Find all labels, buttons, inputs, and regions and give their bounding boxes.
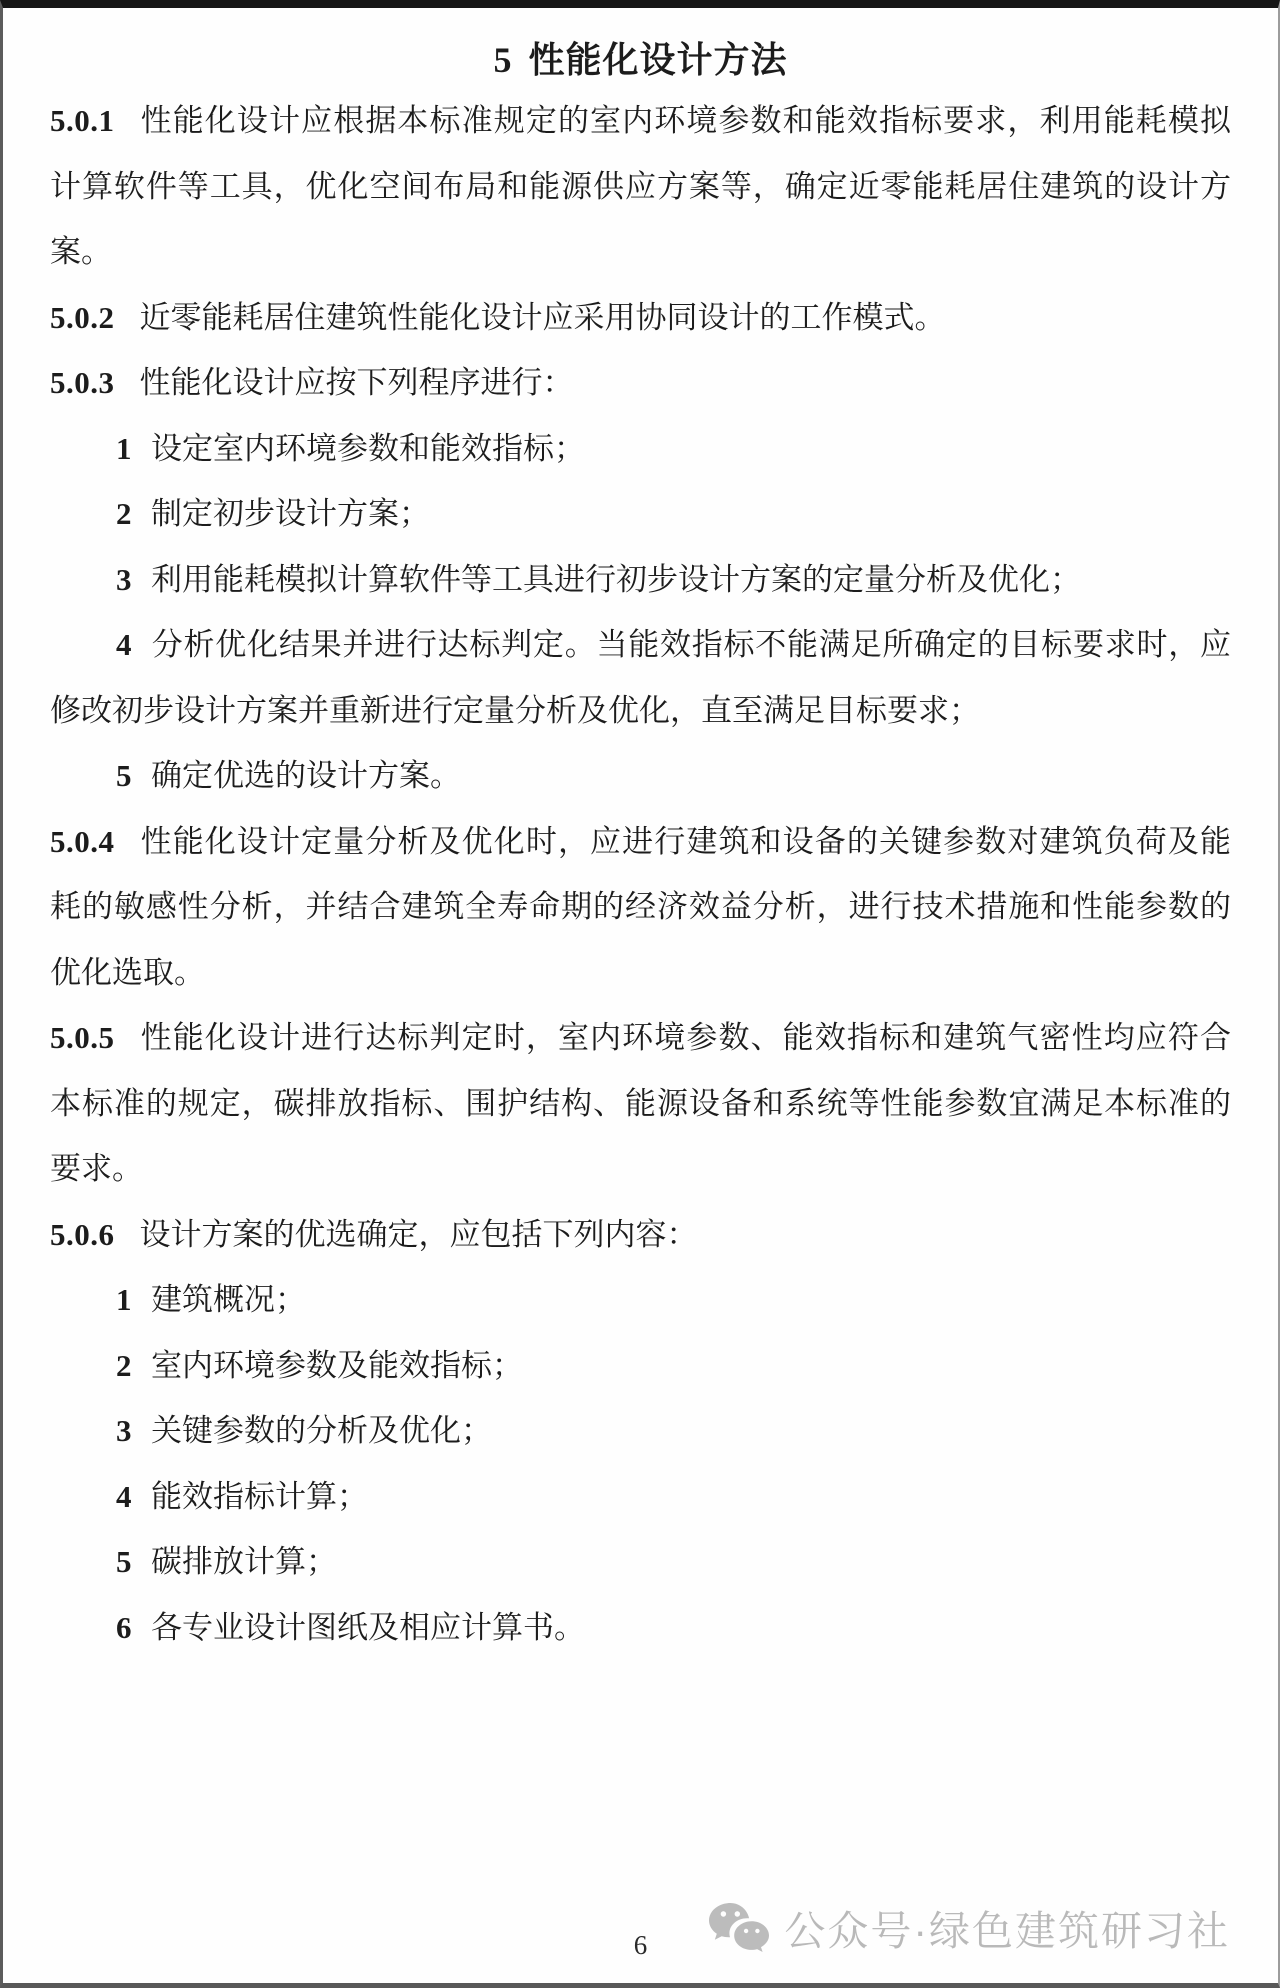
text-line	[50, 1071, 1231, 1137]
clause-text: 计算软件等工具，优化空间布局和能源供应方案等，确定近零能耗居住建筑的设计方	[50, 168, 1231, 204]
clause-text: 性能化设计定量分析及优化时，应进行建筑和设备的关键参数对建筑负荷及能	[139, 823, 1231, 859]
clause-number: 5.0.1	[50, 103, 115, 138]
item-text: 利用能耗模拟计算软件等工具进行初步设计方案的定量分析及优化；	[151, 561, 1081, 597]
watermark-text: 公众号·绿色建筑研习社	[784, 1908, 1230, 1954]
list-item	[50, 743, 1231, 809]
item-text: 建筑概况；	[151, 1282, 306, 1317]
item-text: 室内环境参数及能效指标；	[151, 1347, 523, 1383]
list-item	[50, 1267, 1231, 1333]
clause-text: 性能化设计应按下列程序进行：	[139, 365, 574, 400]
list-item	[50, 547, 1231, 613]
item-number: 4	[116, 1478, 132, 1514]
clause-text: 本标准的规定，碳排放指标、围护结构、能源设备和系统等性能参数宜满足本标准的	[50, 1085, 1231, 1121]
clause-line	[50, 350, 1231, 416]
clause-number: 5.0.5	[50, 1020, 115, 1055]
item-number: 2	[116, 496, 132, 531]
clause-number: 5.0.2	[50, 299, 115, 335]
section-title	[50, 34, 1231, 86]
clause-text: 案。	[50, 234, 112, 269]
clause-number: 5.0.6	[50, 1216, 115, 1252]
item-text: 能效指标计算；	[151, 1478, 368, 1514]
text-line	[50, 154, 1231, 220]
clause-line	[50, 285, 1231, 351]
text-line	[50, 1136, 1231, 1202]
clause-text: 近零能耗居住建筑性能化设计应采用协同设计的工作模式。	[139, 299, 946, 335]
text-line	[50, 940, 1231, 1006]
list-item	[50, 612, 1231, 678]
list-item	[50, 1595, 1231, 1661]
list-item	[50, 481, 1231, 547]
item-text: 关键参数的分析及优化；	[151, 1413, 492, 1448]
item-number: 3	[116, 1413, 132, 1448]
list-item	[50, 1529, 1231, 1595]
watermark	[708, 1898, 1230, 1957]
clause-line	[50, 1202, 1231, 1268]
wechat-icon	[708, 1902, 770, 1954]
clause-text: 设计方案的优选确定，应包括下列内容：	[139, 1216, 698, 1252]
clause-line	[50, 1005, 1231, 1071]
list-item	[50, 1398, 1231, 1464]
item-text: 碳排放计算；	[151, 1544, 337, 1579]
clause-text: 修改初步设计方案并重新进行定量分析及优化，直至满足目标要求；	[50, 692, 980, 728]
item-text: 设定室内环境参数和能效指标；	[151, 430, 585, 466]
item-number: 1	[116, 430, 132, 466]
item-text: 分析优化结果并进行达标判定。当能效指标不能满足所确定的目标要求时，应	[151, 627, 1231, 662]
text-line	[50, 678, 1231, 744]
clause-text: 耗的敏感性分析，并结合建筑全寿命期的经济效益分析，进行技术措施和性能参数的	[50, 889, 1231, 924]
document-body	[50, 88, 1231, 1660]
clause-text: 性能化设计应根据本标准规定的室内环境参数和能效指标要求，利用能耗模拟	[139, 103, 1231, 138]
text-line	[50, 219, 1231, 285]
list-item	[50, 1333, 1231, 1399]
clause-number: 5.0.3	[50, 365, 115, 400]
page-number: 6	[633, 1930, 648, 1960]
item-number: 2	[116, 1347, 132, 1383]
clause-text: 优化选取。	[50, 954, 205, 990]
item-number: 5	[116, 1544, 132, 1579]
list-item	[50, 416, 1231, 482]
clause-line	[50, 809, 1231, 875]
section-title-text: 性能化设计方法	[528, 40, 788, 80]
item-number: 5	[116, 758, 132, 793]
text-line	[50, 874, 1231, 940]
item-number: 1	[116, 1282, 132, 1317]
clause-text: 要求。	[50, 1151, 143, 1186]
list-item	[50, 1464, 1231, 1530]
item-number: 3	[116, 561, 132, 597]
item-number: 6	[116, 1609, 132, 1645]
clause-number: 5.0.4	[50, 823, 115, 859]
clause-text: 性能化设计进行达标判定时，室内环境参数、能效指标和建筑气密性均应符合	[139, 1020, 1231, 1055]
clause-line	[50, 88, 1231, 154]
item-text: 确定优选的设计方案。	[151, 758, 461, 793]
section-number: 5	[493, 40, 513, 80]
item-text: 制定初步设计方案；	[151, 496, 430, 531]
item-number: 4	[116, 627, 132, 662]
item-text: 各专业设计图纸及相应计算书。	[151, 1609, 585, 1645]
